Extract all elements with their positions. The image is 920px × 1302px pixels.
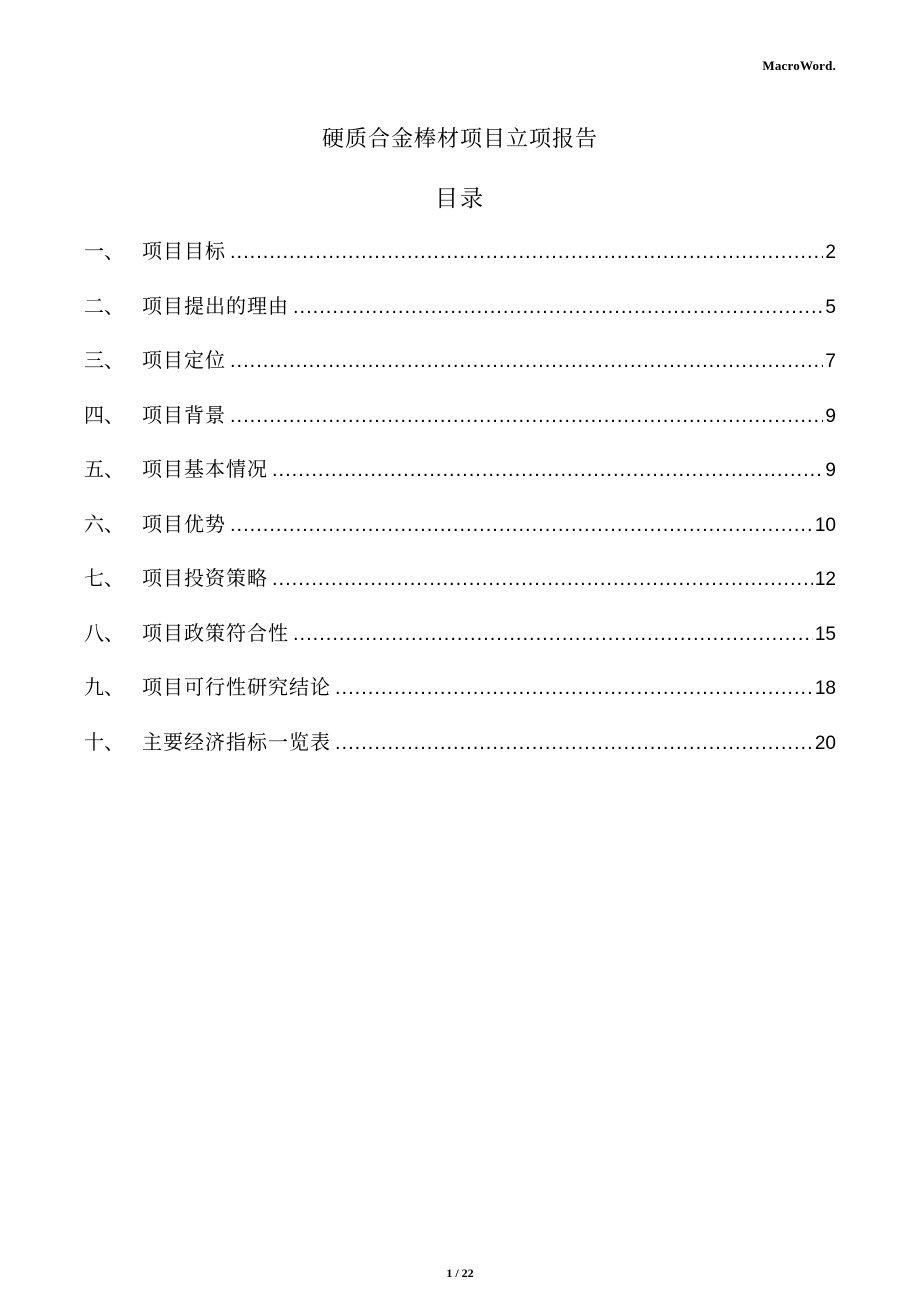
toc-dot-leader [335, 728, 813, 758]
toc-entry-number: 七、 [84, 566, 124, 590]
toc-entry-title: 项目政策符合性 [142, 620, 289, 645]
toc-heading: 目录 [435, 186, 485, 212]
toc-entry-title: 项目定位 [142, 348, 226, 372]
toc-dot-leader [230, 346, 823, 376]
table-of-contents [84, 236, 836, 781]
toc-dot-leader [230, 237, 823, 267]
toc-entry-title: 主要经济指标一览表 [142, 729, 331, 754]
toc-dot-leader [272, 564, 813, 594]
toc-entry-number: 九、 [84, 675, 124, 699]
toc-entry-number: 六、 [84, 511, 124, 536]
toc-entry-number: 八、 [84, 620, 124, 645]
toc-entry-number: 三、 [84, 348, 124, 372]
toc-entry-title: 项目投资策略 [142, 566, 268, 590]
toc-entry[interactable] [84, 291, 836, 346]
toc-entry[interactable] [84, 454, 836, 509]
toc-entry-page: 5 [825, 296, 836, 318]
toc-entry-title: 项目提出的理由 [142, 293, 289, 318]
page-indicator: 1 / 22 [446, 1266, 474, 1280]
toc-entry[interactable] [84, 400, 836, 455]
document-title: 硬质合金棒材项目立项报告 [321, 127, 598, 152]
toc-entry[interactable] [84, 509, 836, 564]
toc-dot-leader [272, 455, 823, 485]
toc-entry[interactable] [84, 236, 836, 291]
toc-entry-page: 10 [814, 514, 836, 536]
toc-entry-page: 7 [825, 351, 836, 372]
toc-entry-title: 项目目标 [142, 239, 226, 263]
toc-dot-leader [293, 292, 823, 322]
toc-entry-page: 9 [825, 460, 836, 481]
toc-entry-number: 二、 [84, 293, 124, 318]
toc-entry-title: 项目可行性研究结论 [142, 675, 331, 699]
toc-entry-title: 项目优势 [142, 511, 226, 536]
toc-entry-number: 十、 [84, 729, 124, 754]
toc-entry-number: 四、 [84, 402, 124, 427]
toc-entry-number: 五、 [84, 457, 124, 481]
toc-entry-title: 项目基本情况 [142, 457, 268, 481]
header-brand: MacroWord. [762, 58, 836, 73]
toc-dot-leader [293, 619, 813, 649]
toc-entry-page: 12 [814, 569, 836, 590]
toc-entry[interactable] [84, 563, 836, 618]
toc-entry-page: 2 [825, 242, 836, 263]
toc-entry[interactable] [84, 345, 836, 400]
toc-entry[interactable] [84, 618, 836, 673]
toc-entry-page: 9 [825, 405, 836, 427]
toc-dot-leader [230, 401, 823, 431]
toc-entry-page: 18 [814, 678, 836, 699]
toc-entry-title: 项目背景 [142, 402, 226, 427]
toc-entry-number: 一、 [84, 239, 124, 263]
toc-entry[interactable] [84, 727, 836, 782]
toc-entry-page: 15 [814, 623, 836, 645]
toc-entry[interactable] [84, 672, 836, 727]
toc-entry-page: 20 [814, 732, 836, 754]
toc-dot-leader [230, 510, 813, 540]
toc-dot-leader [335, 673, 813, 703]
